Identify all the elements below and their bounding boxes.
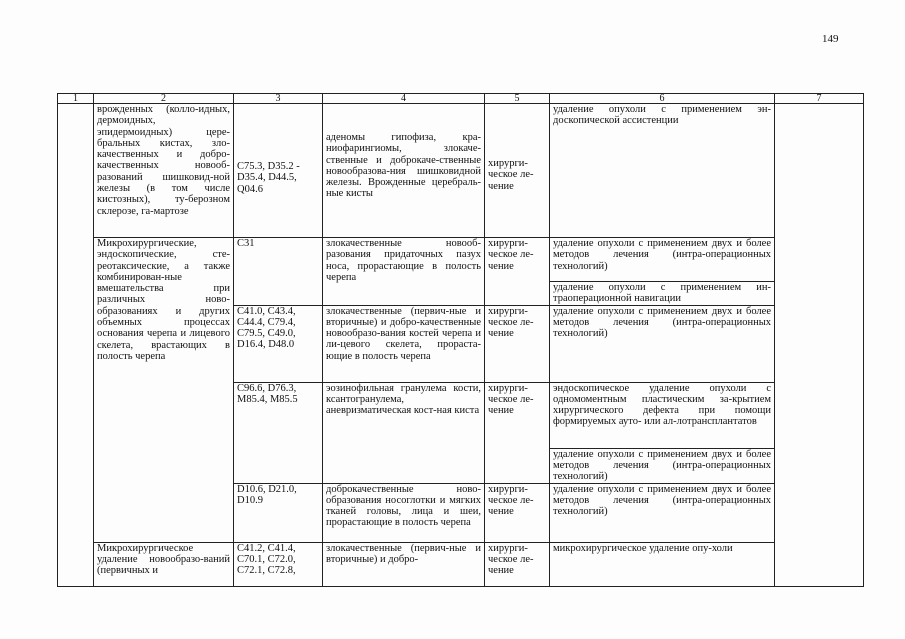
header-col-5: 5 (485, 94, 550, 104)
group2-sub1-col3-cell: C31 (234, 238, 323, 306)
group2-sub1-col5-cell: хирурги-ческое ле-чение (485, 238, 550, 306)
row1-col6-cell: удаление опухоли с применением эн-доскопической ассистенции (550, 104, 775, 238)
header-col-6: 6 (550, 94, 775, 104)
group2-sub4-col4-cell: доброкачественные ново-образования носоглотки и мягких тканей головы, лица и шеи, прорастающие в полость черепа (323, 483, 485, 542)
last-row-col5-cell: хирурги-ческое ле-чение (485, 542, 550, 586)
header-col-3: 3 (234, 94, 323, 104)
group2-col2-cell: Микрохирургические, эндоскопические, сте-реотаксические, а также комбинирован-ные вмешательства при различных ново-образованиях и других объемных процессах основания черепа и лицевого скелета, врастающих в полость черепа (94, 238, 234, 543)
last-row-col4-cell: злокачественные (первич-ные и вторичные) и добро- (323, 542, 485, 586)
table-row (58, 542, 864, 586)
row1-col3-cell: C75.3, D35.2 - D35.4, D44.5, Q04.6 (234, 104, 323, 238)
group2-sub2-col4-cell: злокачественные (первич-ные и вторичные) и добро-качественные новообразо-вания костей черепа и ли-цевого скелета, прораста-ющие в полость черепа (323, 305, 485, 382)
table-row (58, 238, 864, 282)
empty-col-7-cell (775, 104, 864, 587)
last-row-col3-cell: C41.2, C41.4, C70.1, C72.0, C72.1, C72.8, (234, 542, 323, 586)
group2-sub2-col3-cell: C41.0, C43.4, C44.4, C79.4, C79.5, C49.0, D16.4, D48.0 (234, 305, 323, 382)
group2-sub1-col6a-cell: удаление опухоли с применением двух и более методов лечения (интра-операционных технологий) (550, 238, 775, 282)
procedures-table (57, 93, 864, 587)
last-row-col2-cell: Микрохирургическое удаление новообразо-ваний (первичных и (94, 542, 234, 586)
header-col-4: 4 (323, 94, 485, 104)
group2-sub1-col4-cell: злокачественные новооб-разования придаточных пазух носа, прорастающие в полость черепа (323, 238, 485, 306)
group2-sub3-col4-cell: эозинофильная гранулема кости, ксантогранулема, аневризматическая кост-ная киста (323, 382, 485, 483)
header-col-7: 7 (775, 94, 864, 104)
last-row-col6-cell: микрохирургическое удаление опу-холи (550, 542, 775, 586)
row1-col5-cell: хирурги-ческое ле-чение (485, 104, 550, 238)
header-col-2: 2 (94, 94, 234, 104)
row1-col4-cell: аденомы гипофиза, кра-ниофарингиомы, злокаче-ственные и доброкаче-ственные новообразова-ния шишковидной железы. Врожденные церебраль-ные кисты (323, 104, 485, 238)
group2-sub4-col6-cell: удаление опухоли с применением двух и более методов лечения (интра-операционных технологий) (550, 483, 775, 542)
group2-sub2-col5-cell: хирурги-ческое ле-чение (485, 305, 550, 382)
table-header-row (58, 94, 864, 104)
group2-sub1-col6b-cell: удаление опухоли с применением ин-траоперационной навигации (550, 282, 775, 306)
group2-sub3-col3-cell: C96.6, D76.3, M85.4, M85.5 (234, 382, 323, 483)
row1-col2-cell: врожденных (колло-идных, дермоидных, эпидермоидных) цере-бральных кистах, зло-качественных и добро-качественных новооб-разований шишковид-ной железы (в том числе кистозных), ту-берозном склерозе, га-мартозе (94, 104, 234, 238)
empty-col-1-cell (58, 104, 94, 587)
group2-sub4-col5-cell: хирурги-ческое ле-чение (485, 483, 550, 542)
table-row (58, 104, 864, 238)
group2-sub3-col5-cell: хирурги-ческое ле-чение (485, 382, 550, 483)
group2-sub3-col6b-cell: удаление опухоли с применением двух и более методов лечения (интра-операционных технологий) (550, 448, 775, 483)
group2-sub4-col3-cell: D10.6, D21.0, D10.9 (234, 483, 323, 542)
group2-sub3-col6a-cell: эндоскопическое удаление опухоли с одномоментным пластическим за-крытием хирургического дефекта при помощи формируемых ауто- или ал-лотрансплантатов (550, 382, 775, 448)
group2-sub2-col6-cell: удаление опухоли с применением двух и более методов лечения (интра-операционных технологий) (550, 305, 775, 382)
page-number: 149 (822, 33, 839, 45)
header-col-1: 1 (58, 94, 94, 104)
